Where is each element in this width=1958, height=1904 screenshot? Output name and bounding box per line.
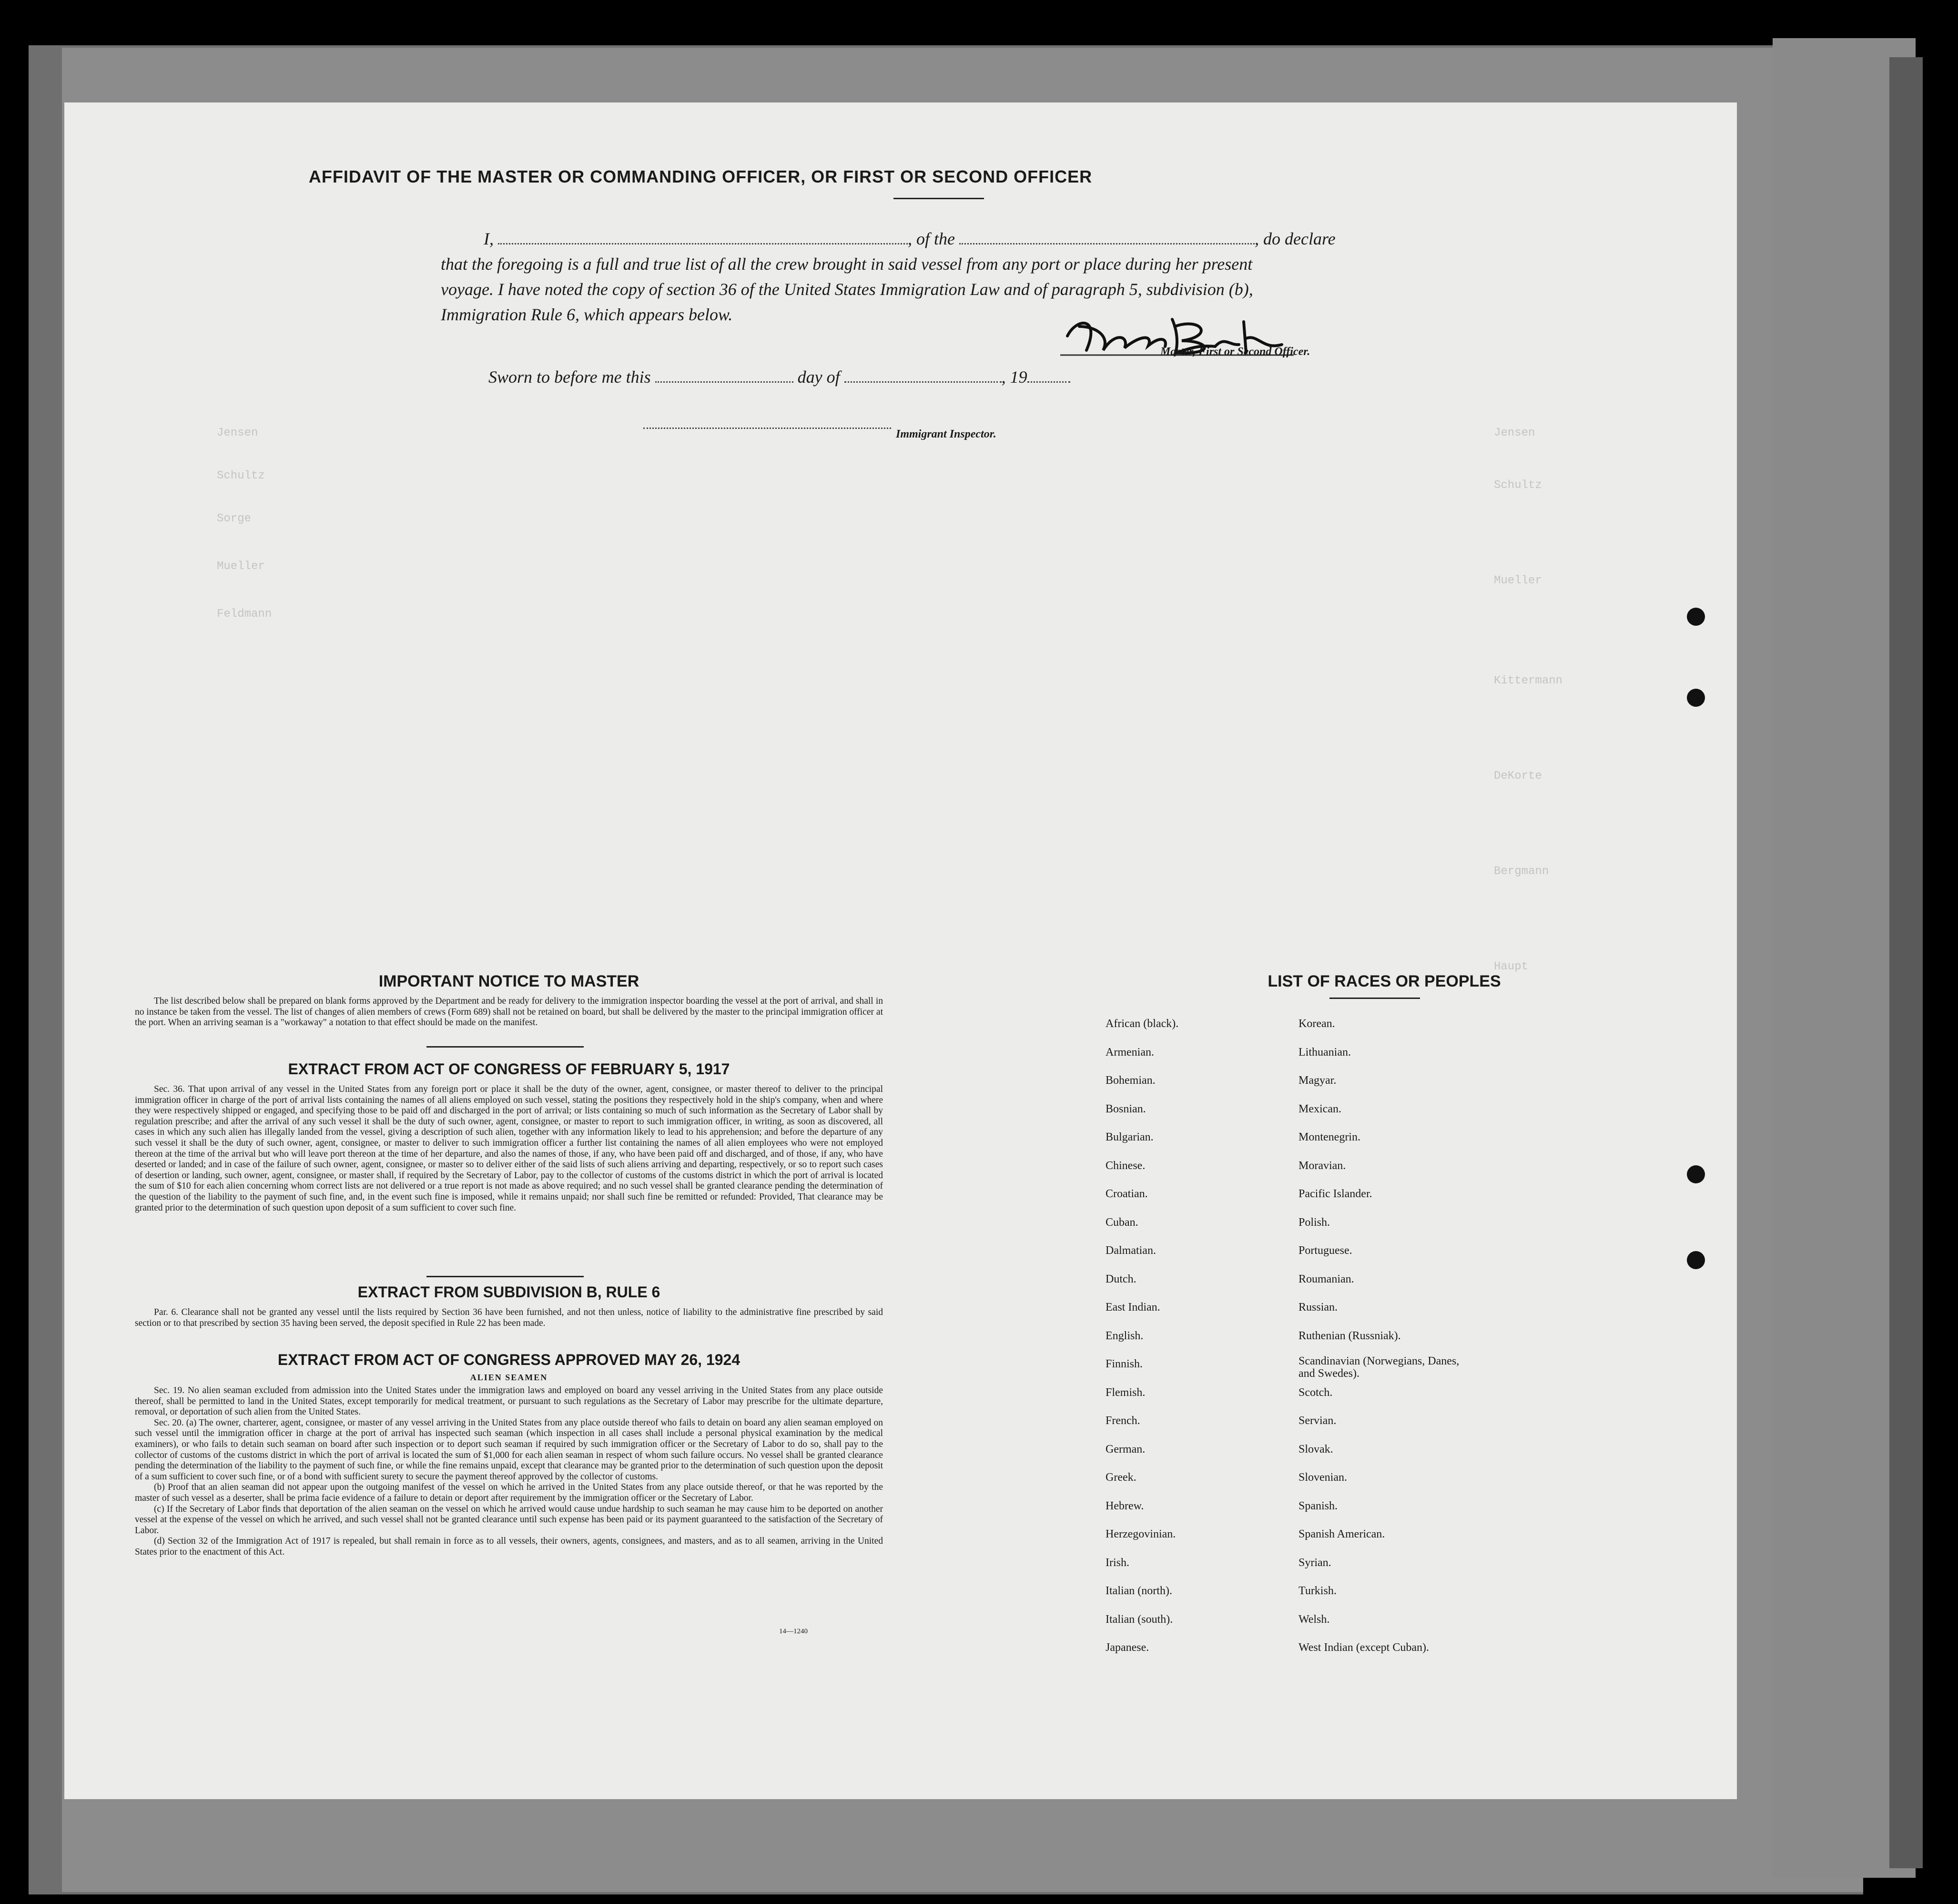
punch-hole bbox=[1687, 608, 1705, 626]
affidavit-line-3: voyage. I have noted the copy of section 36 of the United States Immigration Law and of paragraph 5, subdivision (b), bbox=[441, 280, 1253, 299]
race-item: Bosnian. bbox=[1106, 1102, 1146, 1115]
race-item: Scandinavian (Norwegians, Danes, and Swedes). bbox=[1299, 1355, 1460, 1380]
sec-20d-paragraph: (d) Section 32 of the Immigration Act of 1917 is repealed, but shall remain in force as to all vessels, their owners, agents, consignees, and masters, and as to all seamen, arriving in the United States prior to the enactment of this Act. bbox=[135, 1536, 883, 1557]
signature-caption: Master, First or Second Officer. bbox=[1160, 346, 1310, 358]
race-item: Dalmatian. bbox=[1106, 1244, 1156, 1257]
races-title-rule bbox=[1329, 998, 1420, 999]
sworn-label: Sworn to before me this bbox=[488, 367, 651, 387]
race-item: Armenian. bbox=[1106, 1046, 1154, 1059]
inspector-signature-field bbox=[643, 417, 891, 429]
day-of-label: day of bbox=[797, 367, 840, 387]
affidavit-declare-label: , do declare bbox=[1254, 229, 1336, 248]
sec-20c-paragraph: (c) If the Secretary of Labor finds that deportation of the alien seaman on the vessel on which he arrived would cause undue hardship to such seaman he may cause him to be deported on another vessel at the expense of the vessel on which he arrived, and such vessel shall not be granted clearance until such expense has been paid or its payment guaranteed to the satisfaction of the Secretary of Labor. bbox=[135, 1504, 883, 1536]
notice-paragraph: The list described below shall be prepared on blank forms approved by the Department and be ready for delivery to the immigration inspector boarding the vessel at the port of arrival, and shall in no instance be taken from the vessel. The list of changes of alien members of crews (Form 689) shall not be retained on board, but shall be delivered by the master to the principal immigration officer at the port. When an arriving seaman is a "workaway" a notation to that effect should be made on the manifest. bbox=[135, 996, 883, 1028]
sec-19-paragraph: Sec. 19. No alien seaman excluded from admission into the United States under the immigration laws and employed on board any vessel arriving in the United States from any place outside thereof, shall be permitted to land in the United States, except temporarily for medical treatment, or pursuant to such regulations as the Secretary of Labor may prescribe for the ultimate departure, removal, or deportation of such alien from the United States. bbox=[135, 1385, 883, 1417]
race-item: Croatian. bbox=[1106, 1188, 1148, 1200]
rule-6-title: EXTRACT FROM SUBDIVISION B, RULE 6 bbox=[357, 1283, 660, 1301]
race-item: Greek. bbox=[1106, 1471, 1136, 1484]
race-item: Herzegovinian. bbox=[1106, 1528, 1176, 1540]
act-1924-body bbox=[135, 1385, 883, 1558]
race-item: Magyar. bbox=[1299, 1074, 1337, 1087]
year-label: , 19 bbox=[1001, 367, 1027, 387]
punch-hole bbox=[1687, 1251, 1705, 1269]
sec-36-paragraph: Sec. 36. That upon arrival of any vessel in the United States from any foreign port or place it shall be the duty of the owner, agent, consignee, or master thereof to deliver to the principal immigration officer in charge of the port of arrival lists containing the names of all aliens employed on such vessel, stating the positions they respectively hold in the ship's company, when and where they were respectively shipped or engaged, and specifying those to be paid off and discharged in the port of arrival; or lists containing so much of such information as the Secretary of Labor shall by regulation prescribe; and after the arrival of any such vessel it shall be the duty of such owner, agent, consignee, or master to report to such immigration officer, in writing, as soon as discovered, all cases in which any such alien has illegally landed from the vessel, giving a description of such alien, together with any information likely to lead to his apprehension; and before the departure of any such vessel it shall be the duty of such owner, agent, consignee, or master to deliver to such immigration officer a further list containing the names of all alien employees who were not employed thereon at the time of the arrival but who will leave port thereon at the time of her departure, and also the names of those, if any, who have been paid off and discharged, and of those, if any, who have deserted or landed; and in case of the failure of such owner, agent, consignee, or master so to deliver either of the said lists of such aliens arriving and departing, respectively, or so to report such cases of desertion or landing, such owner, agent, consignee, or master shall, if required by the Secretary of Labor, pay to the collector of customs of the customs district in which the port of arrival is located the sum of $10 for each alien concerning whom correct lists are not delivered or a true report is not made as above required; and no such vessel shall be granted clearance pending the determination of the question of the liability to the payment of such fine, and, in the event such fine is imposed, while it remains unpaid; nor shall such fine be remitted or refunded: Provided, That clearance may be granted prior to the determination of such question upon deposit of a sum sufficient to cover such fine. bbox=[135, 1084, 883, 1213]
race-item: French. bbox=[1106, 1415, 1140, 1427]
race-item: Bohemian. bbox=[1106, 1074, 1156, 1087]
race-item: Chinese. bbox=[1106, 1159, 1146, 1172]
race-item: Italian (south). bbox=[1106, 1613, 1173, 1626]
race-item: Spanish. bbox=[1299, 1499, 1338, 1512]
race-item: Flemish. bbox=[1106, 1386, 1146, 1399]
par-6-paragraph: Par. 6. Clearance shall not be granted any vessel until the lists required by Section 36 have been furnished, and not then unless, notice of liability to the administrative fine prescribed by said section or to that prescribed by section 35 having been served, the deposit specified in Rule 22 has been made. bbox=[135, 1307, 883, 1328]
affidavit-of-label: , of the bbox=[908, 229, 955, 248]
race-item: Pacific Islander. bbox=[1299, 1188, 1372, 1200]
race-item: Syrian. bbox=[1299, 1556, 1331, 1569]
race-item: Portuguese. bbox=[1299, 1244, 1352, 1257]
race-item: Slovenian. bbox=[1299, 1471, 1347, 1484]
race-item: Finnish. bbox=[1106, 1358, 1143, 1370]
race-item: Ruthenian (Russniak). bbox=[1299, 1329, 1401, 1342]
race-item: West Indian (except Cuban). bbox=[1299, 1641, 1429, 1654]
rule-6-body bbox=[135, 1307, 883, 1329]
vessel-name-field bbox=[959, 233, 1255, 244]
declarant-name-field bbox=[498, 233, 908, 244]
race-item: Montenegrin. bbox=[1299, 1131, 1360, 1143]
race-item: Cuban. bbox=[1106, 1216, 1138, 1229]
race-item: Turkish. bbox=[1299, 1585, 1337, 1597]
race-item: Mexican. bbox=[1299, 1102, 1341, 1115]
punch-hole bbox=[1687, 1165, 1705, 1183]
affidavit-title: AFFIDAVIT OF THE MASTER OR COMMANDING OFFICER, OR FIRST OR SECOND OFFICER bbox=[308, 167, 1093, 186]
form-number: 14—1240 bbox=[779, 1628, 808, 1635]
punch-hole bbox=[1687, 689, 1705, 707]
act-1917-title: EXTRACT FROM ACT OF CONGRESS OF FEBRUARY 5, 1917 bbox=[288, 1060, 730, 1078]
sec-20b-paragraph: (b) Proof that an alien seaman did not appear upon the outgoing manifest of the vessel on which he arrived in the United States from any place outside thereof, or that he was reported by the master of such vessel as a deserter, shall be prima facie evidence of a failure to detain or deport after requirement by the immigration officer or the Secretary of Labor. bbox=[135, 1482, 883, 1503]
races-title: LIST OF RACES OR PEOPLES bbox=[1268, 972, 1501, 990]
race-item: Irish. bbox=[1106, 1556, 1129, 1569]
notice-title: IMPORTANT NOTICE TO MASTER bbox=[378, 972, 639, 990]
sworn-line bbox=[488, 367, 1070, 387]
affidavit-line-4: Immigration Rule 6, which appears below. bbox=[441, 305, 733, 324]
divider-rule bbox=[426, 1046, 584, 1048]
race-item: Bulgarian. bbox=[1106, 1131, 1154, 1143]
sworn-month-field bbox=[844, 371, 1002, 383]
race-item: Russian. bbox=[1299, 1301, 1338, 1313]
sec-20a-paragraph: Sec. 20. (a) The owner, charterer, agent, consignee, or master of any vessel arriving in the United States from any place outside thereof who fails to detain on board any alien seaman employed on such vessel until the immigration officer in charge at the port of arrival has inspected such seaman (which inspection in all cases shall include a personal physical examination by the medical examiners), or who fails to detain such seaman on board after such inspection or to deport such seaman if required by such immigration officer or the Secretary of Labor to do so, shall pay to the collector of customs of the customs district in which the port of arrival is located the sum of $1,000 for each alien seaman in respect of whom such failure occurs. No vessel shall be granted clearance pending the determination of the liability to the payment of such fine, or while the fine remains unpaid, except that clearance may be granted prior to the determination of such question upon the deposit of a sum sufficient to cover such fine, or of a bond with sufficient surety to secure the payment thereof approved by the collector of customs. bbox=[135, 1417, 883, 1482]
race-item: Servian. bbox=[1299, 1415, 1337, 1427]
race-item: Roumanian. bbox=[1299, 1273, 1354, 1285]
race-item: English. bbox=[1106, 1329, 1144, 1342]
affidavit-line-2: that the foregoing is a full and true list of all the crew brought in said vessel from any port or place during her present bbox=[441, 255, 1253, 274]
race-item: Scotch. bbox=[1299, 1386, 1333, 1399]
race-item: Japanese. bbox=[1106, 1641, 1149, 1654]
divider-rule bbox=[426, 1276, 584, 1277]
manifest-back-page: Jensen Schultz Sorge Mueller Feldmann Jensen Schultz Mueller Kittermann DeKorte Bergmann Haupt AFFIDAVIT OF THE MASTER OR COMMANDING OFFICER, OR FIRST OR SECOND OFFICER I, , of the , do declare that the foregoing is a full and true list of all the crew brought in said vessel from any port or place during her present voyage. I have noted the copy of section 36 of the United States Immigration Law and of paragraph 5, subdivision (b), Immigration Rule 6, which appears below. Master, First or Second Officer. Sworn to before me this day of , 19 Immigrant Inspector. IMPORTANT NOTICE TO MASTER The list described below shall be prepared on blank forms approved by the Department and be ready for delivery to the immigration inspector boarding the vessel at the port of arrival, and shall in no instance be taken from the vessel. The list of changes of alien members of crews (Form 689) shall not be retained on board, but shall be delivered by the master to the principal immigration officer at the port. When an arriving seaman is a "workaway" a notation to that effect should be made on the manifest. EXTRACT FROM ACT OF CONGRESS OF FEBRUARY 5, 1917 Sec. 36. That upon arrival of any vessel in the United States from any foreign port or place it shall be the duty of the owner, agent, consignee, or master thereof to deliver to the principal immigration officer in charge of the port of arrival lists containing the names of all aliens employed on such vessel, stating the positions they respectively hold in the ship's company, when and where they were respectively shipped or engaged, and specifying those to be paid off and discharged in the port of arrival; or lists containing so much of such information as the Secretary of Labor shall by regulation prescribe; and after the arrival of any such vessel it shall be the duty of such owner, agent, consignee, or master to report to such immigration officer, in writing, as soon as discovered, all cases in which any such alien has illegally landed from the vessel, giving a description of such alien, together with any information likely to lead to his apprehension; and before the departure of any such vessel it shall be the duty of such owner, agent, consignee, or master to deliver to such immigration officer a further list containing the names of all alien employees who were not employed thereon at the time of the arrival but who will leave port thereon at the time of her departure, and also the names of those, if any, who have been paid off and discharged, and of those, if any, who have deserted or landed; and in case of the failure of such owner, agent, consignee, or master so to deliver either of the said lists of such aliens arriving and departing, respectively, or so to report such cases of desertion or landing, such owner, agent, consignee, or master shall, if required by the Secretary of Labor, pay to the collector of customs of the customs district in which the port of arrival is located the sum of $10 for each alien concerning whom correct lists are not delivered or a true report is not made as above required; and no such vessel shall be granted clearance pending the determination of the question of the liability to the payment of such fine, and, in the event such fine is imposed, while it remains unpaid; nor shall such fine be remitted or refunded: Provided, That clearance may be granted prior to the determination of such question upon deposit of a sum sufficient to cover such fine. EXTRACT FROM SUBDIVISION B, RULE 6 Par. 6. Clearance shall not be granted any vessel until the lists required by Section 36 have been furnished, and not then unless, notice of liability to the administrative fine prescribed by said section or to that prescribed by section 35 having been served, the deposit specified in Rule 22 has been made. EXTRACT FROM ACT OF CONGRESS APPROVED MAY 26, 1924 ALIEN SEAMEN Sec. 19. No alien seaman excluded from admission into the United States under the immigration laws and employed on board any vessel arriving in the United States from any place outside thereof, shall be permitted to land in the United States, except temporarily for medical treatment, or pursuant to such regulations as the Secretary of Labor may prescribe for the ultimate departure, removal, or deportation of such alien from the United States. Sec. 20. (a) The owner, charterer, agent, consignee, or master of any vessel arriving in the United States from any place outside thereof who fails to detain on board any alien seaman employed on such vessel until the immigration officer in charge at the port of arrival has inspected such seaman (which inspection in all cases shall include a personal physical examination by the medical examiners), or who fails to detain such seaman on board after such inspection or to deport such seaman if required by such immigration officer or the Secretary of Labor to do so, shall pay to the collector of customs of the customs district in which the port of arrival is located the sum of $1,000 for each alien seaman in respect of whom such failure occurs. No vessel shall be granted clearance pending the determination of the liability to the payment of such fine, or while the fine remains unpaid, except that clearance may be granted prior to the determination of such question upon the deposit of a sum sufficient to cover such fine, or of a bond with sufficient surety to secure the payment thereof approved by the collector of customs. (b) Proof that an alien seaman did not appear upon the outgoing manifest of the vessel on which he arrived in the United States from any place outside thereof, or that he was reported by the master of such vessel as a deserter, shall be prima facie evidence of a failure to detain or deport after requirement by the immigration officer or the Secretary of Labor. (c) If the Secretary of Labor finds that deportation of the alien seaman on the vessel on which he arrived would cause undue hardship to such seaman he may cause him to be deported on another vessel at the expense of the vessel on which he arrived, and such vessel shall not be granted clearance until such expense has been paid or its payment guaranteed to the satisfaction of the Secretary of Labor. (d) Section 32 of the Immigration Act of 1917 is repealed, but shall remain in force as to all vessels, their owners, agents, consignees, and masters, and as to all seamen, arriving in the United States prior to the enactment of this Act. 14—1240 LIST OF RACES OR PEOPLES African (black). Armenian. Bohemian. Bosnian. Bulgarian. Chinese. Croatian. Cuban. Dalmatian. Dutch. East Indian. English. Finnish. Flemish. French. German. Greek. Hebrew. Herzegovinian. Irish. Italian (north). Italian (south). Japanese. Korean. Lithuanian. Magyar. Mexican. Montenegrin. Moravian. Pacific Islander. Polish. Portuguese. Roumanian. Russian. Ruthenian (Russniak). Scandinavian (Norwegians, Danes, and Swedes). Scotch. Servian. Slovak. Slovenian. Spanish. Spanish American. Syrian. Turkish. Welsh. West Indian (except Cuban). bbox=[64, 102, 1737, 1799]
race-item: Hebrew. bbox=[1106, 1499, 1144, 1512]
race-item: Moravian. bbox=[1299, 1159, 1346, 1172]
act-1924-title: EXTRACT FROM ACT OF CONGRESS APPROVED MAY 26, 1924 bbox=[277, 1351, 741, 1368]
act-1917-body bbox=[135, 1084, 883, 1213]
act-1924-subtitle: ALIEN SEAMEN bbox=[470, 1373, 548, 1382]
race-item: German. bbox=[1106, 1443, 1146, 1456]
affidavit-declarant-line bbox=[484, 229, 1336, 249]
affidavit-title-rule bbox=[893, 198, 984, 199]
sworn-day-field bbox=[655, 371, 793, 383]
race-item: East Indian. bbox=[1106, 1301, 1160, 1313]
race-item: Italian (north). bbox=[1106, 1585, 1172, 1597]
race-item: Spanish American. bbox=[1299, 1528, 1385, 1540]
race-item: Lithuanian. bbox=[1299, 1046, 1351, 1059]
affidavit-i-label: I, bbox=[484, 229, 494, 248]
race-item: Dutch. bbox=[1106, 1273, 1136, 1285]
page-stack-shadow bbox=[1889, 57, 1923, 1868]
race-item: African (black). bbox=[1106, 1018, 1179, 1030]
sworn-year-field bbox=[1027, 371, 1070, 383]
race-item: Korean. bbox=[1299, 1018, 1335, 1030]
race-item: Slovak. bbox=[1299, 1443, 1333, 1456]
race-item: Polish. bbox=[1299, 1216, 1330, 1229]
notice-body bbox=[135, 996, 883, 1028]
inspector-label: Immigrant Inspector. bbox=[896, 428, 996, 440]
race-item: Welsh. bbox=[1299, 1613, 1330, 1626]
